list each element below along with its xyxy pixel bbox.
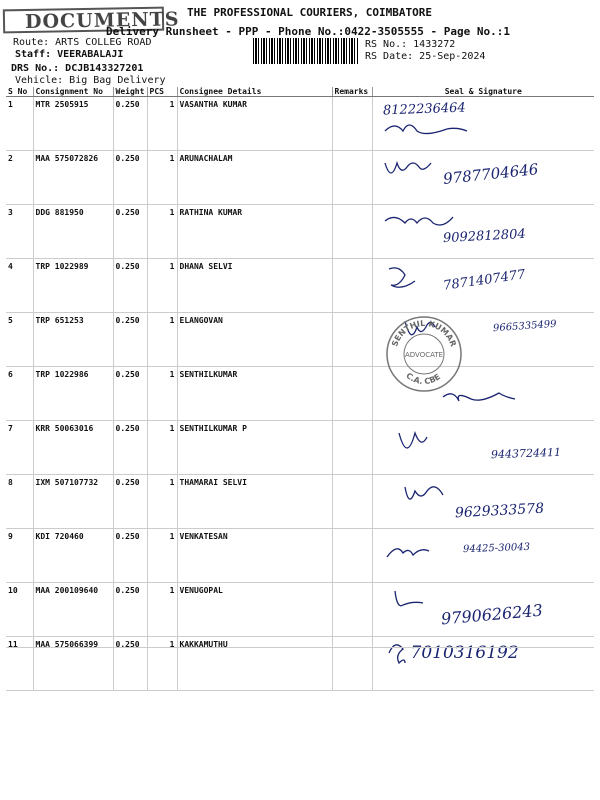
table-row [6,97,594,151]
advocate-seal-stamp [384,314,464,394]
cell-consignment: KRR 50063016 [33,421,113,475]
cell-consignment: TRP 1022986 [33,367,113,421]
cell-sno: 9 [6,529,33,583]
runsheet-title: Delivery Runsheet - PPP - Phone No.:0422-3505555 - Page No.:1 [106,25,510,38]
cell-consignment: TRP 1022989 [33,259,113,313]
table-row [6,259,594,313]
drs-number: DRS No.: DCJB143327201 [11,63,144,74]
seal-ring-top: SENTHIL KUMAR [390,318,458,348]
handwritten-phone: 7010316192 [410,643,519,663]
cell-remarks [332,259,372,313]
cell-pcs: 1 [147,583,177,637]
handwritten-phone: 94425-30043 [462,541,530,556]
cell-sno: 10 [6,583,33,637]
cell-remarks [332,637,372,691]
cell-weight: 0.250 [113,529,147,583]
cell-remarks [332,205,372,259]
handwritten-phone: 9443724411 [490,445,561,462]
cell-remarks [332,151,372,205]
cell-consignment: MTR 2505915 [33,97,113,151]
cell-consignee: KAKKAMUTHU [177,637,332,691]
cell-remarks [332,97,372,151]
cell-consignee: SENTHILKUMAR [177,367,332,421]
rs-number: RS No.: 1433272 [365,39,456,50]
company-name: THE PROFESSIONAL COURIERS, COIMBATORE [187,6,433,19]
cell-pcs: 1 [147,637,177,691]
cell-remarks [332,313,372,367]
cell-signature [372,475,594,529]
col-sno: S No [6,87,33,97]
cell-pcs: 1 [147,367,177,421]
cell-weight: 0.250 [113,259,147,313]
cell-sno: 2 [6,151,33,205]
cell-consignee: ELANGOVAN [177,313,332,367]
col-consignee: Consignee Details [177,87,332,97]
handwritten-phone: 9092812804 [442,226,526,247]
cell-pcs: 1 [147,151,177,205]
cell-weight: 0.250 [113,205,147,259]
route-label: Route: ARTS COLLEG ROAD [13,37,152,48]
cell-signature [372,259,594,313]
staff-label: Staff: VEERABALAJI [15,49,124,60]
barcode [253,38,358,64]
cell-weight: 0.250 [113,97,147,151]
table-row [6,529,594,583]
cell-pcs: 1 [147,313,177,367]
col-pcs: PCS [147,87,177,97]
cell-weight: 0.250 [113,367,147,421]
cell-sno: 1 [6,97,33,151]
cell-sno: 11 [6,637,33,691]
cell-consignee: VASANTHA KUMAR [177,97,332,151]
handwritten-phone: 9629333578 [454,500,544,522]
table-row [6,421,594,475]
cell-consignee: VENKATESAN [177,529,332,583]
cell-consignment: KDI 720460 [33,529,113,583]
cell-weight: 0.250 [113,151,147,205]
cell-remarks [332,529,372,583]
cell-sno: 3 [6,205,33,259]
table-row [6,151,594,205]
cell-signature [372,205,594,259]
cell-weight: 0.250 [113,583,147,637]
rs-date: RS Date: 25-Sep-2024 [365,51,486,62]
table-row [6,583,594,637]
cell-sno: 7 [6,421,33,475]
cell-consignee: THAMARAI SELVI [177,475,332,529]
cell-signature [372,529,594,583]
handwritten-phone: 8122236464 [382,100,466,119]
cell-weight: 0.250 [113,313,147,367]
table-row [6,475,594,529]
cell-sno: 5 [6,313,33,367]
table-row [6,205,594,259]
cell-consignee: ARUNACHALAM [177,151,332,205]
signature-scribble [379,531,589,579]
cell-consignment: MAA 200109640 [33,583,113,637]
cell-remarks [332,421,372,475]
cell-remarks [332,475,372,529]
cell-consignment: MAA 575066399 [33,637,113,691]
cell-consignee: VENUGOPAL [177,583,332,637]
handwritten-phone: 9665335499 [492,318,557,335]
runsheet-table [6,87,594,691]
table-bottom-border [6,647,594,648]
cell-signature [372,151,594,205]
cell-remarks [332,367,372,421]
cell-consignment: MAA 575072826 [33,151,113,205]
cell-sno: 4 [6,259,33,313]
cell-pcs: 1 [147,475,177,529]
cell-consignment: IXM 507107732 [33,475,113,529]
cell-consignee: RATHINA KUMAR [177,205,332,259]
seal-center: ADVOCATE [404,351,444,359]
cell-signature [372,421,594,475]
cell-consignment: DDG 881950 [33,205,113,259]
cell-signature [372,637,594,691]
cell-weight: 0.250 [113,637,147,691]
table-row [6,637,594,691]
cell-sno: 8 [6,475,33,529]
cell-remarks [332,583,372,637]
cell-weight: 0.250 [113,475,147,529]
cell-pcs: 1 [147,259,177,313]
cell-consignment: TRP 651253 [33,313,113,367]
table-row [6,367,594,421]
col-weight: Weight [113,87,147,97]
vehicle-label: Vehicle: Big Bag Delivery [15,75,166,86]
svg-text:SENTHIL KUMAR [390,319,458,348]
table-row [6,313,594,367]
cell-sno: 6 [6,367,33,421]
cell-signature [372,583,594,637]
col-remarks: Remarks [332,87,372,97]
cell-consignee: SENTHILKUMAR P [177,421,332,475]
col-consignment: Consignment No [33,87,113,97]
cell-weight: 0.250 [113,421,147,475]
handwritten-phone: 7871407477 [441,267,526,294]
cell-consignee: DHANA SELVI [177,259,332,313]
svg-text:C.A. CBE [404,371,442,386]
cell-signature [372,97,594,151]
handwritten-phone: 9790626243 [439,600,543,629]
col-signature: Seal & Signature [372,87,594,97]
documents-stamp: DOCUMENTS [3,7,164,34]
cell-pcs: 1 [147,97,177,151]
table-header-row [6,87,594,97]
seal-ring-bottom: C.A. CBE [404,371,443,387]
cell-pcs: 1 [147,421,177,475]
handwritten-phone: 9787704646 [441,160,539,188]
cell-pcs: 1 [147,529,177,583]
cell-pcs: 1 [147,205,177,259]
